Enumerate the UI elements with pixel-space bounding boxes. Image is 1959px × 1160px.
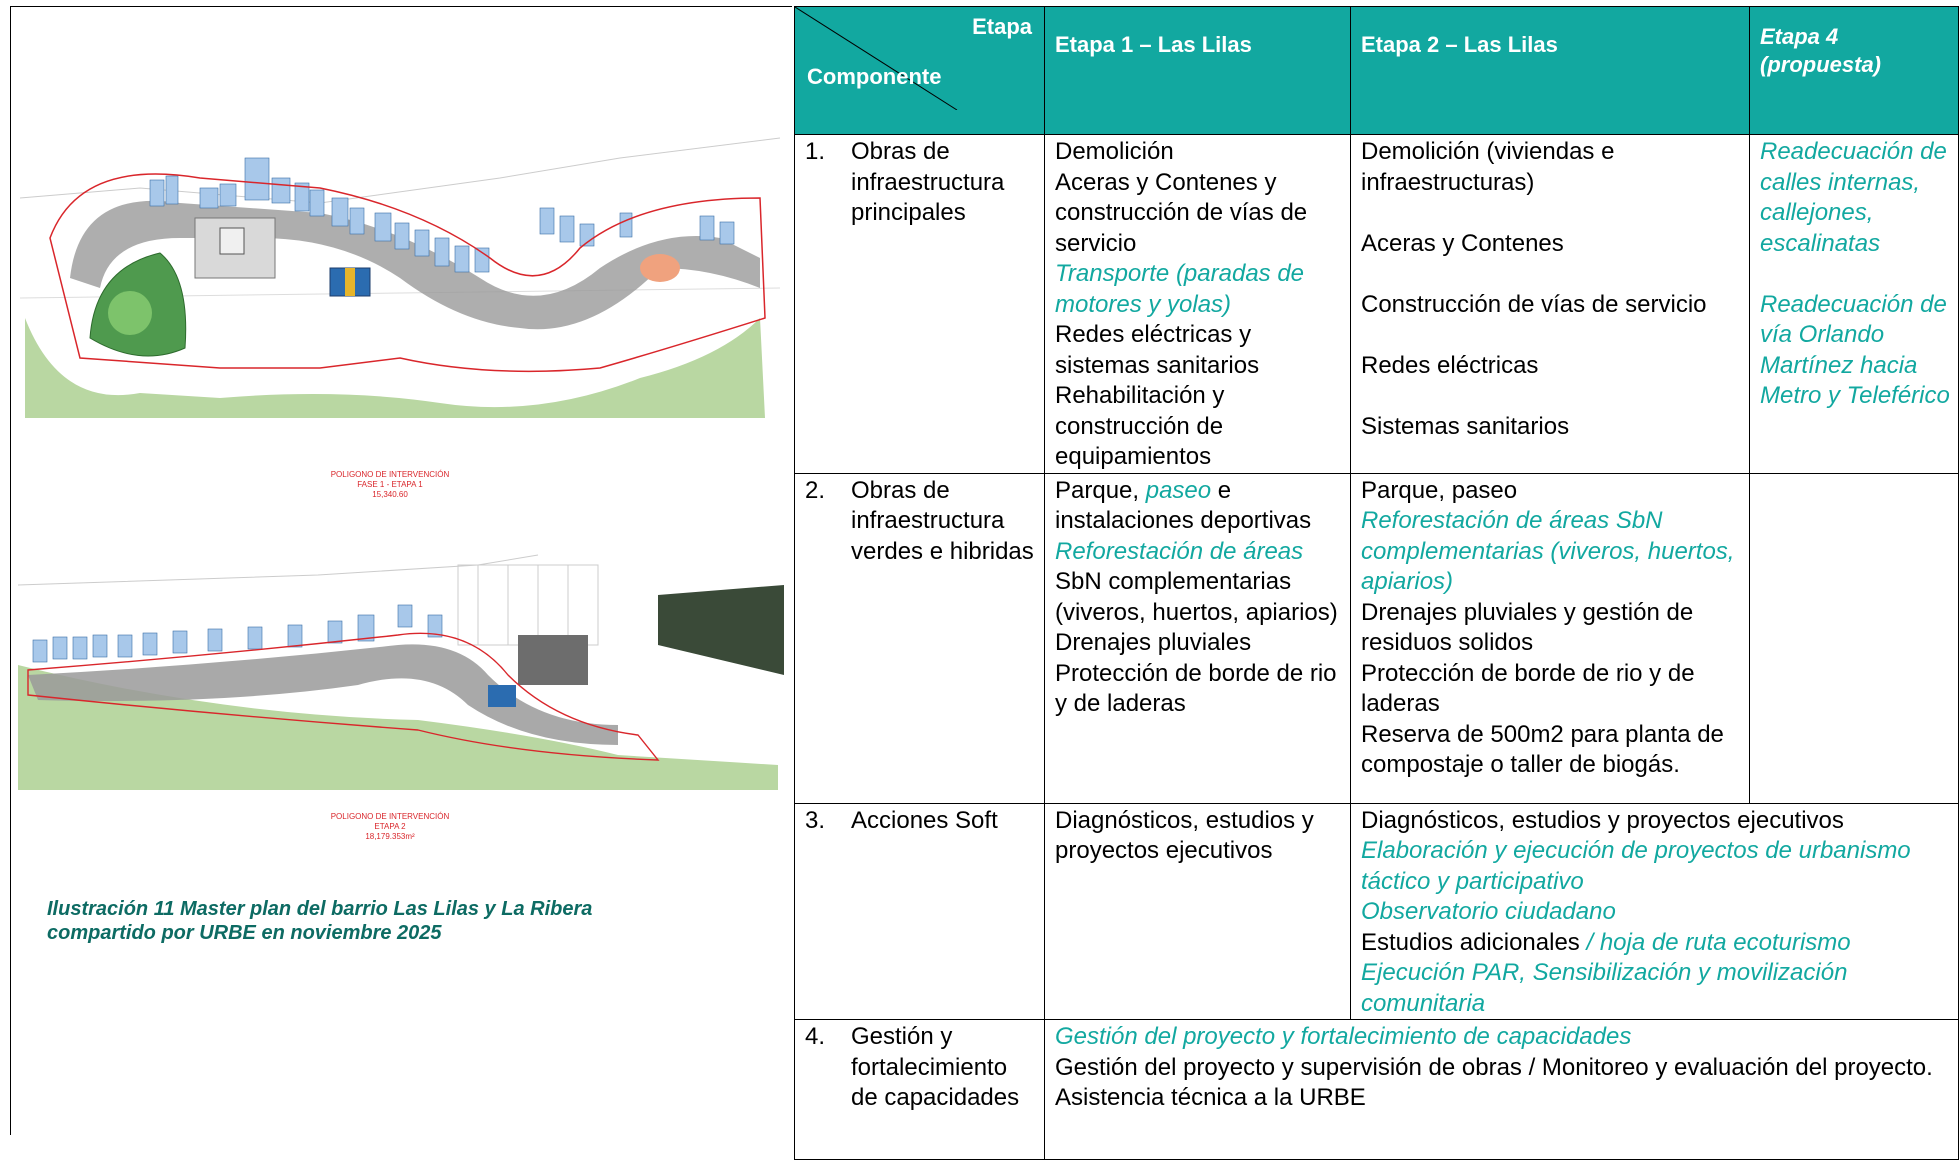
component-label: Gestión y fortalecimiento de capacidades (851, 1023, 1020, 1111)
cell-line: Demolición (1055, 138, 1174, 165)
spacer (1361, 198, 1743, 229)
text-part: Estudios adicionales (1361, 928, 1580, 956)
cell-line: Redes eléctricas (1361, 351, 1539, 379)
plan-2-caption (300, 812, 480, 842)
header-etapa-1: Etapa 1 – Las Lilas (1045, 7, 1351, 135)
row-2-etapa-2 (1351, 473, 1750, 803)
cell-line: Reserva de 500m2 para planta de compostaje o taller de biogás. (1361, 720, 1724, 778)
cell-line: SbN complementarias (viveros, huertos, apiarios) (1055, 568, 1338, 626)
row-1-etapa-4 (1750, 135, 1959, 474)
master-plan-etapa-2 (18, 545, 784, 795)
plan-2-caption-l1: POLIGONO DE INTERVENCIÓN (330, 812, 450, 821)
cell-line-highlight: Transporte (paradas de motores y yolas) (1055, 260, 1305, 318)
cell-line: Aceras y Contenes (1361, 229, 1564, 257)
row-number: 1. (805, 138, 826, 165)
cell-line (1055, 476, 1344, 537)
component-label: Obras de infraestructura verdes e hibridas (851, 476, 1034, 565)
components-table (794, 6, 1959, 1160)
cell-line-highlight: Readecuación de vía Orlando Martínez hacia Metro y Teleférico (1760, 290, 1950, 409)
header-etapa-label: Etapa (972, 14, 1032, 39)
row-2-etapa-1 (1045, 473, 1351, 803)
row-2-component (795, 473, 1045, 803)
cell-line-highlight: Reforestación de áreas SbN complementarias (viveros, huertos, apiarios) (1361, 507, 1735, 595)
plan-1-caption-l2: FASE 1 - ETAPA 1 (357, 480, 423, 489)
table-header-row (795, 7, 1959, 135)
header-componente-label: Componente (807, 64, 942, 89)
table-row (795, 473, 1959, 803)
header-etapa-4-line1: Etapa 4 (1760, 24, 1839, 49)
table-row (795, 803, 1959, 1020)
cell-line-highlight: Readecuación de calles internas, callejones, escalinatas (1760, 138, 1947, 257)
cell-line: Protección de borde de rio y de laderas (1055, 659, 1337, 717)
plan-1-caption-l1: POLIGONO DE INTERVENCIÓN (330, 470, 450, 479)
text-part-highlight: paseo (1145, 476, 1212, 504)
row-number: 2. (805, 476, 826, 504)
cell-line: Drenajes pluviales y gestión de residuos solidos (1361, 598, 1694, 656)
row-1-component (795, 135, 1045, 474)
plan-1-caption (300, 470, 480, 500)
plan-1-caption-l3: 15,340.60 (372, 490, 408, 499)
spacer (1361, 381, 1743, 412)
diagonal-header-cell (795, 7, 1045, 135)
spacer (1361, 320, 1743, 351)
row-3-etapa-1: Diagnósticos, estudios y proyectos ejecutivos (1045, 803, 1351, 1020)
master-plan-etapa-1 (20, 118, 780, 438)
cell-line: Aceras y Contenes y construcción de vías de servicio (1055, 168, 1308, 257)
component-label: Obras de infraestructura principales (851, 138, 1005, 226)
row-1-etapa-2 (1351, 135, 1750, 474)
header-etapa-4 (1750, 7, 1959, 135)
row-4-component (795, 1020, 1045, 1160)
figure-caption: Ilustración 11 Master plan del barrio Las Lilas y La Ribera compartido por URBE en noviembre 2025 (47, 898, 593, 944)
row-2-etapa-4 (1750, 473, 1959, 803)
cell-line-highlight: Reforestación de áreas (1055, 537, 1304, 565)
cell-line: Redes eléctricas y sistemas sanitarios (1055, 321, 1260, 379)
cell-line: Demolición (viviendas e infraestructuras) (1361, 138, 1615, 196)
spacer (1760, 259, 1952, 290)
cell-line-highlight: Ejecución PAR, Sensibilización y movilización comunitaria (1361, 959, 1848, 1017)
table-row (795, 135, 1959, 474)
spacer (1361, 259, 1743, 290)
cell-line: Rehabilitación y construcción de equipamientos (1055, 382, 1225, 470)
cell-line: Gestión del proyecto y supervisión de obras / Monitoreo y evaluación del proyecto. Asistencia técnica a la URBE (1055, 1053, 1933, 1111)
table-row (795, 1020, 1959, 1160)
header-etapa-2: Etapa 2 – Las Lilas (1351, 7, 1750, 135)
cell-line-highlight: Elaboración y ejecución de proyectos de urbanismo táctico y participativo (1361, 837, 1911, 895)
header-etapa-4-line2: (propuesta) (1760, 52, 1881, 77)
row-number: 4. (805, 1023, 826, 1050)
cell-line: Diagnósticos, estudios y proyectos ejecutivos (1361, 806, 1844, 834)
text-part: e instalaciones deportivas (1055, 476, 1312, 534)
cell-line-highlight: Gestión del proyecto y fortalecimiento de capacidades (1055, 1023, 1632, 1050)
cell-line (1361, 928, 1952, 959)
row-3-component (795, 803, 1045, 1020)
row-4-merged (1045, 1020, 1959, 1160)
cell-line: Sistemas sanitarios (1361, 412, 1570, 440)
cell-line: Construcción de vías de servicio (1361, 290, 1707, 318)
plan-2-caption-l2: ETAPA 2 (374, 822, 406, 831)
row-1-etapa-1 (1045, 135, 1351, 474)
row-number: 3. (805, 806, 826, 834)
cell-line: Drenajes pluviales (1055, 629, 1252, 656)
cell-line: Protección de borde de rio y de laderas (1361, 659, 1695, 717)
text-part: Parque, (1055, 476, 1146, 504)
plan-2-caption-l3: 18,179.353m² (365, 832, 415, 841)
component-label: Acciones Soft (851, 806, 998, 834)
cell-line: Parque, paseo (1361, 476, 1518, 504)
text-part-highlight: / hoja de ruta ecoturismo (1579, 928, 1851, 956)
row-3-etapa-2-4 (1351, 803, 1959, 1020)
cell-line-highlight: Observatorio ciudadano (1361, 898, 1616, 925)
